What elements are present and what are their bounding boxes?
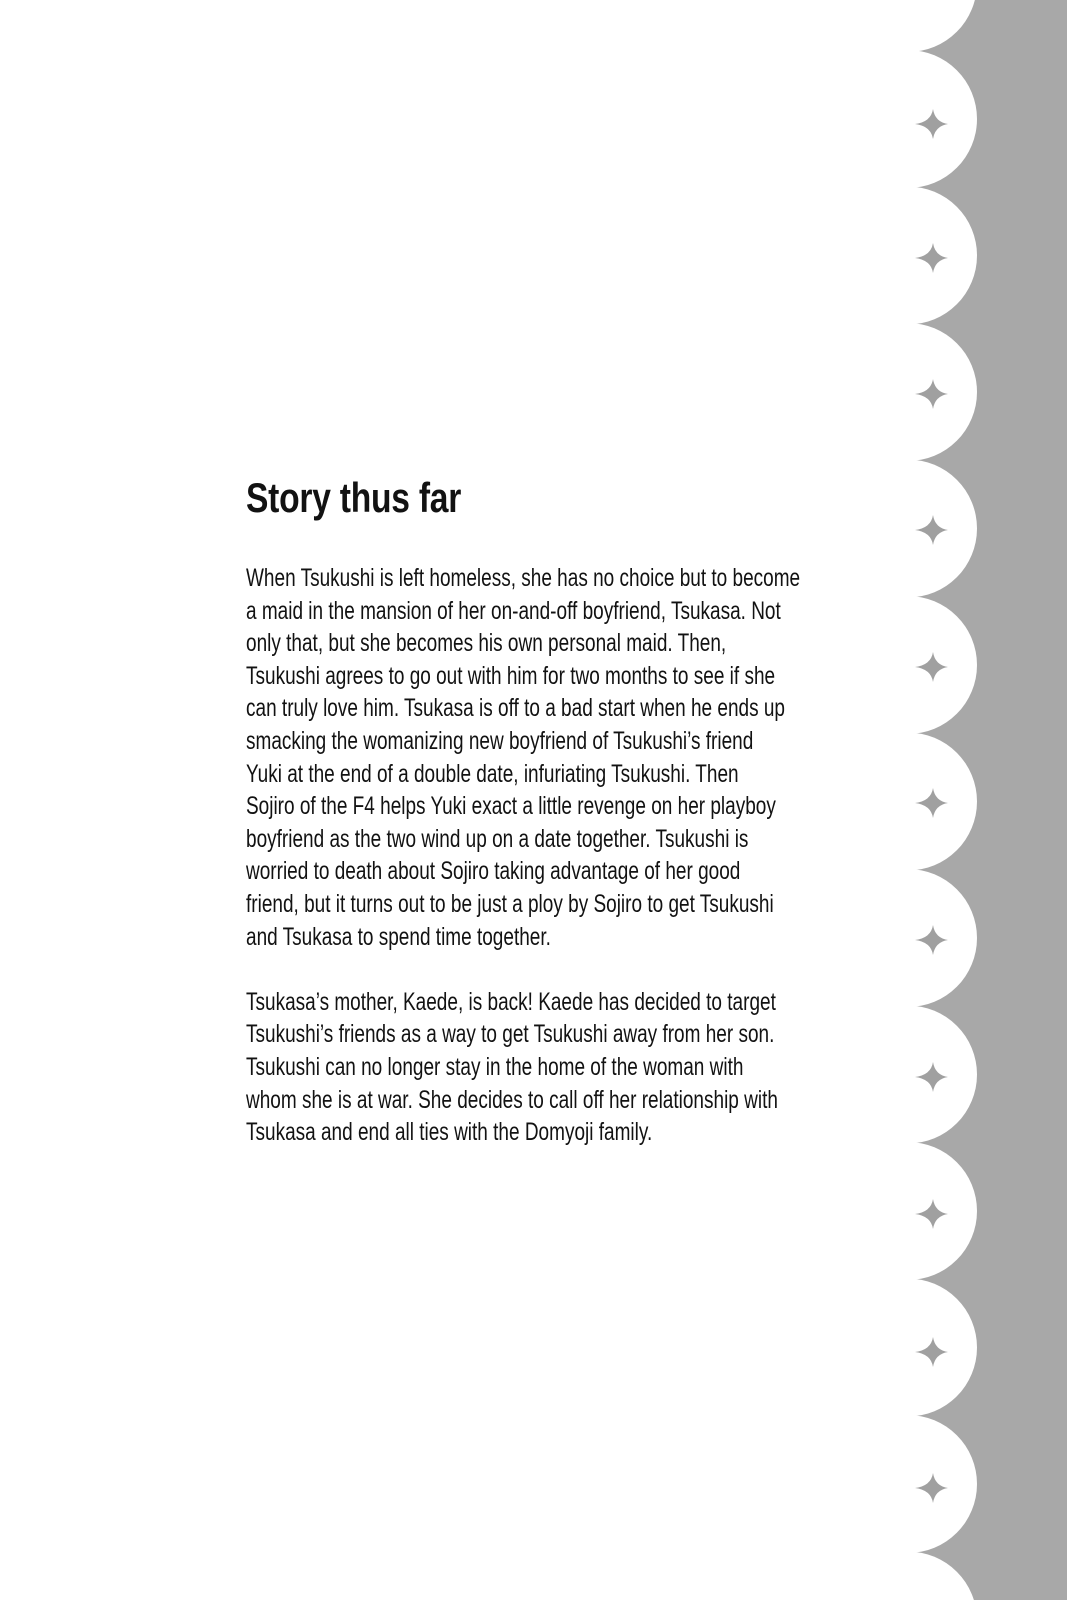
text-line: only that, but she becomes his own personal maid. Then, (246, 629, 727, 658)
text-line: worried to death about Sojiro taking advantage of her good (246, 857, 741, 886)
text-line: Tsukasa and end all ties with the Domyoji family. (246, 1118, 653, 1147)
text-line: Tsukushi’s friends as a way to get Tsukushi away from her son. (246, 1020, 775, 1049)
summary-paragraph-1 (246, 562, 806, 953)
text-line: Tsukasa’s mother, Kaede, is back! Kaede has decided to target (246, 987, 776, 1016)
text-line: Tsukushi can no longer stay in the home of the woman with (246, 1052, 744, 1081)
text-line: a maid in the mansion of her on-and-off boyfriend, Tsukasa. Not (246, 596, 781, 625)
story-summary (246, 472, 806, 1149)
text-line: Tsukushi agrees to go out with him for two months to see if she (246, 661, 776, 690)
text-line: Yuki at the end of a double date, infuriating Tsukushi. Then (246, 759, 739, 788)
page-title: Story thus far (246, 474, 462, 521)
text-line: boyfriend as the two wind up on a date together. Tsukushi is (246, 824, 749, 853)
text-line: and Tsukasa to spend time together. (246, 922, 551, 951)
text-line: whom she is at war. She decides to call off her relationship with (246, 1085, 778, 1114)
text-line: friend, but it turns out to be just a ploy by Sojiro to get Tsukushi (246, 889, 774, 918)
text-line: When Tsukushi is left homeless, she has no choice but to become (246, 564, 801, 592)
summary-paragraph-2 (246, 986, 806, 1149)
text-line: can truly love him. Tsukasa is off to a bad start when he ends up (246, 694, 786, 723)
text-line: smacking the womanizing new boyfriend of Tsukushi’s friend (246, 726, 754, 755)
text-line: Sojiro of the F4 helps Yuki exact a little revenge on her playboy (246, 792, 776, 821)
